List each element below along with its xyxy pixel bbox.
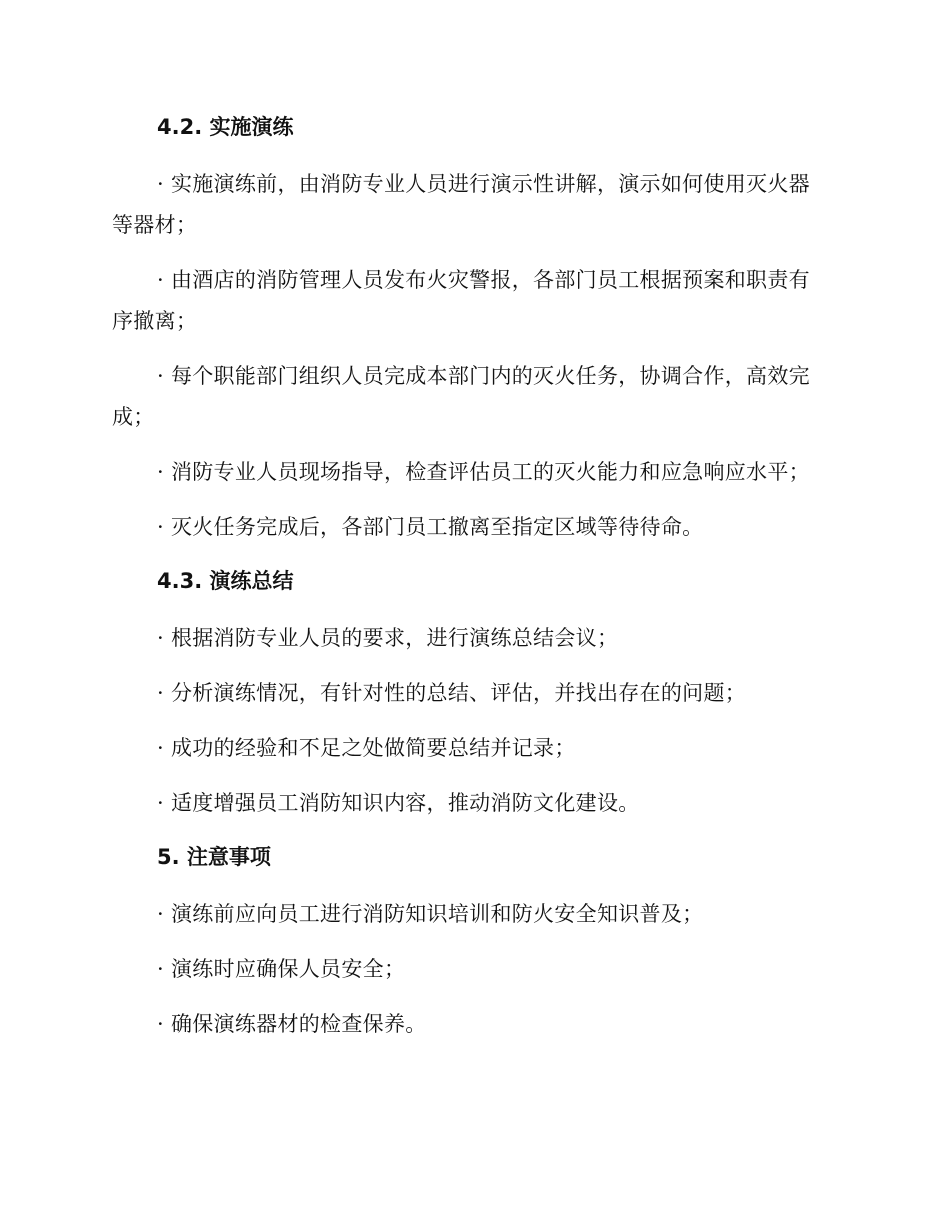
list-item: · 演练时应确保人员安全； xyxy=(157,957,406,981)
document-body xyxy=(112,112,822,1045)
section-heading-4-2: 4.2. 实施演练 xyxy=(157,115,294,139)
list-item: · 演练前应向员工进行消防知识培训和防火安全知识普及； xyxy=(157,902,704,926)
list-item: · 灭火任务完成后，各部门员工撤离至指定区域等待待命。 xyxy=(157,515,704,539)
list-item: · 由酒店的消防管理人员发布火灾警报，各部门员工根据预案和职责有序撤离； xyxy=(112,268,810,333)
list-item: · 实施演练前，由消防专业人员进行演示性讲解，演示如何使用灭火器等器材； xyxy=(112,172,810,237)
list-item: · 成功的经验和不足之处做简要总结并记录； xyxy=(157,736,576,760)
list-item: · 适度增强员工消防知识内容，推动消防文化建设。 xyxy=(157,791,640,815)
list-item: · 确保演练器材的检查保养。 xyxy=(157,1012,427,1036)
list-item: · 每个职能部门组织人员完成本部门内的灭火任务，协调合作，高效完成； xyxy=(112,364,810,429)
list-item: · 分析演练情况，有针对性的总结、评估，并找出存在的问题； xyxy=(157,681,747,705)
list-item: · 根据消防专业人员的要求，进行演练总结会议； xyxy=(157,626,619,650)
list-item: · 消防专业人员现场指导，检查评估员工的灭火能力和应急响应水平； xyxy=(157,460,810,484)
section-heading-5: 5. 注意事项 xyxy=(157,845,271,869)
section-heading-4-3: 4.3. 演练总结 xyxy=(157,569,294,593)
